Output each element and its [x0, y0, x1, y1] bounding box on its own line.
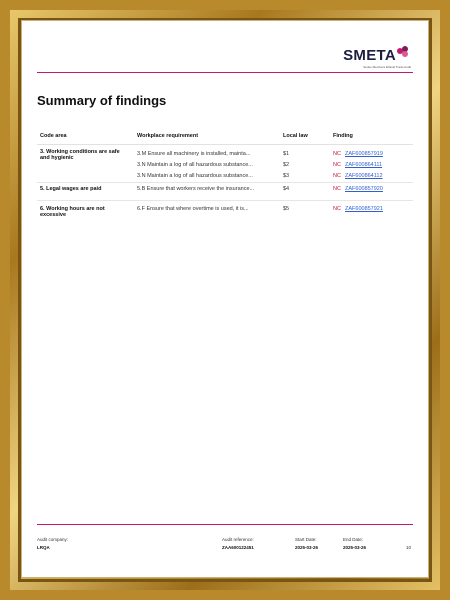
code-area: 6. Working hours are not excessive: [40, 206, 105, 218]
code-area: 5. Legal wages are paid: [40, 186, 102, 192]
end-date: 2025-03-26: [343, 545, 367, 550]
status-badge: NC: [333, 206, 341, 212]
header-divider: [37, 72, 413, 73]
end-date-label: End Date:: [343, 537, 364, 542]
status-badge: NC: [333, 186, 341, 192]
table-row: [37, 159, 413, 170]
finding-link[interactable]: ZAF600857921: [345, 206, 383, 212]
requirement-text: 3.N Maintain a log of all hazardous substance...: [137, 173, 253, 179]
start-date: 2025-03-26: [295, 545, 319, 550]
local-law: $2: [283, 162, 290, 168]
local-law: $4: [283, 186, 290, 192]
table-row: [37, 170, 413, 181]
document-page: [21, 20, 429, 578]
local-law: $5: [283, 206, 290, 212]
header-finding: Finding: [333, 133, 353, 139]
table-row: [37, 148, 413, 159]
audit-company: LRQA: [37, 545, 50, 550]
table-header: [37, 128, 413, 145]
table-row: [37, 183, 413, 194]
header-local-law: Local law: [283, 133, 308, 139]
requirement-text: 6.F Ensure that where overtime is used, it is...: [137, 206, 249, 212]
page-title: Summary of findings: [37, 93, 167, 108]
findings-table: [37, 128, 413, 222]
requirement-text: 3.M Ensure all machinery is installed, mainta...: [137, 151, 251, 157]
finding-group: [37, 201, 413, 222]
logo-tagline: Sedex Members Ethical Trade Audit: [363, 65, 411, 69]
start-date-label: Start Date:: [295, 537, 317, 542]
table-row: [37, 203, 413, 214]
local-law: $3: [283, 173, 290, 179]
local-law: $1: [283, 151, 290, 157]
smeta-logo: [343, 48, 411, 64]
requirement-text: 5.B Ensure that workers receive the insurance...: [137, 186, 255, 192]
requirement-text: 3.N Maintain a log of all hazardous substance...: [137, 162, 253, 168]
audit-reference: ZAA600122451: [222, 545, 254, 550]
status-badge: NC: [333, 151, 341, 157]
finding-link[interactable]: ZAF600864112: [345, 173, 383, 179]
code-area: 3. Working conditions are safe and hygienic: [40, 149, 120, 161]
finding-link[interactable]: ZAF600857920: [345, 186, 383, 192]
status-badge: NC: [333, 162, 341, 168]
finding-link[interactable]: ZAF600857919: [345, 151, 383, 157]
finding-group: [37, 183, 413, 201]
finding-group: [37, 145, 413, 183]
audit-reference-label: Audit reference:: [222, 537, 254, 542]
status-badge: NC: [333, 173, 341, 179]
logo-dots-icon: [397, 46, 411, 60]
header-workplace-requirement: Workplace requirement: [137, 133, 199, 139]
finding-link[interactable]: ZAF600864111: [345, 162, 383, 168]
footer-divider: [37, 524, 413, 525]
page-number: 10: [406, 545, 412, 550]
header-code-area: Code area: [40, 133, 67, 139]
audit-company-label: Audit company:: [37, 537, 69, 542]
logo-text: SMETA: [343, 47, 396, 64]
